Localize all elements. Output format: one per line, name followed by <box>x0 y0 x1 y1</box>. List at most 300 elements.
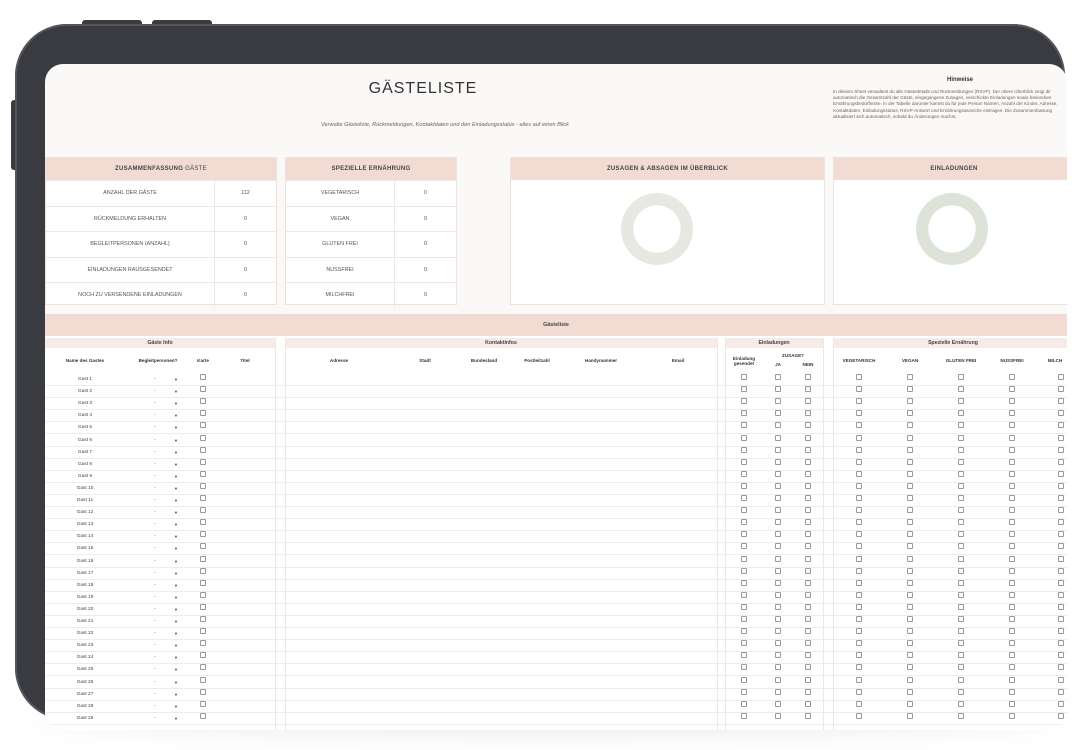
dropdown-arrow-icon[interactable]: ▼ <box>174 558 178 564</box>
invite-sent-checkbox[interactable] <box>738 422 750 434</box>
nut-free-checkbox[interactable] <box>1006 604 1018 616</box>
companions-value[interactable]: - <box>154 715 156 721</box>
invite-sent-checkbox[interactable] <box>738 519 750 531</box>
invite-sent-checkbox[interactable] <box>738 386 750 398</box>
guest-name[interactable]: Gast 13 <box>76 522 94 528</box>
card-checkbox[interactable] <box>197 519 209 531</box>
dairy-free-checkbox[interactable] <box>1055 713 1067 725</box>
card-checkbox[interactable] <box>197 435 209 447</box>
gluten-free-checkbox[interactable] <box>955 701 967 713</box>
gluten-free-checkbox[interactable] <box>955 422 967 434</box>
rsvp-no-checkbox[interactable] <box>802 374 814 386</box>
dairy-free-checkbox[interactable] <box>1055 531 1067 543</box>
companions-value[interactable]: - <box>154 498 156 503</box>
invite-sent-checkbox[interactable] <box>738 447 750 459</box>
card-checkbox[interactable] <box>197 422 209 434</box>
nut-free-checkbox[interactable] <box>1006 471 1018 483</box>
card-checkbox[interactable] <box>197 664 209 676</box>
companions-value[interactable]: - <box>154 594 156 600</box>
vegetarian-checkbox[interactable] <box>853 471 865 483</box>
gluten-free-checkbox[interactable] <box>955 471 967 483</box>
gluten-free-checkbox[interactable] <box>955 592 967 604</box>
rsvp-yes-checkbox[interactable] <box>772 447 784 459</box>
rsvp-no-checkbox[interactable] <box>802 398 814 410</box>
vegan-checkbox[interactable] <box>904 495 916 507</box>
gluten-free-checkbox[interactable] <box>955 713 967 725</box>
dropdown-arrow-icon[interactable]: ▼ <box>174 461 178 467</box>
nut-free-checkbox[interactable] <box>1006 556 1018 568</box>
companions-value[interactable]: - <box>154 485 156 491</box>
rsvp-no-checkbox[interactable] <box>802 471 814 483</box>
card-checkbox[interactable] <box>197 568 209 580</box>
rsvp-yes-checkbox[interactable] <box>772 374 784 386</box>
dropdown-arrow-icon[interactable]: ▼ <box>174 679 178 685</box>
nut-free-checkbox[interactable] <box>1006 519 1018 531</box>
rsvp-yes-checkbox[interactable] <box>772 628 784 640</box>
dropdown-arrow-icon[interactable]: ▼ <box>174 485 178 491</box>
dropdown-arrow-icon[interactable]: ▼ <box>174 594 178 600</box>
rsvp-yes-checkbox[interactable] <box>772 531 784 543</box>
card-checkbox[interactable] <box>197 531 209 543</box>
invite-sent-checkbox[interactable] <box>738 410 750 422</box>
invite-sent-checkbox[interactable] <box>738 531 750 543</box>
guest-name[interactable]: Gast 9 <box>77 473 93 479</box>
nut-free-checkbox[interactable] <box>1006 616 1018 628</box>
dropdown-arrow-icon[interactable]: ▼ <box>174 510 178 516</box>
companions-value[interactable]: - <box>154 437 156 443</box>
dairy-free-checkbox[interactable] <box>1055 447 1067 459</box>
gluten-free-checkbox[interactable] <box>955 568 967 580</box>
dropdown-arrow-icon[interactable]: ▼ <box>174 425 178 431</box>
vegan-checkbox[interactable] <box>904 386 916 398</box>
invite-sent-checkbox[interactable] <box>738 592 750 604</box>
dairy-free-checkbox[interactable] <box>1055 422 1067 434</box>
gluten-free-checkbox[interactable] <box>955 616 967 628</box>
gluten-free-checkbox[interactable] <box>955 543 967 555</box>
nut-free-checkbox[interactable] <box>1006 422 1018 434</box>
vegan-checkbox[interactable] <box>904 713 916 725</box>
guest-name[interactable]: Gast 6 <box>77 437 93 443</box>
rsvp-yes-checkbox[interactable] <box>772 398 784 410</box>
companions-value[interactable]: - <box>154 667 156 673</box>
companions-value[interactable]: - <box>154 703 156 709</box>
dairy-free-checkbox[interactable] <box>1055 459 1067 471</box>
rsvp-no-checkbox[interactable] <box>802 386 814 398</box>
dropdown-arrow-icon[interactable]: ▼ <box>174 703 178 709</box>
vegan-checkbox[interactable] <box>904 604 916 616</box>
guest-name[interactable]: Gast 16 <box>76 558 94 564</box>
rsvp-no-checkbox[interactable] <box>802 543 814 555</box>
companions-value[interactable]: - <box>154 570 156 576</box>
companions-value[interactable]: - <box>154 679 156 685</box>
rsvp-yes-checkbox[interactable] <box>772 616 784 628</box>
rsvp-yes-checkbox[interactable] <box>772 664 784 676</box>
companions-value[interactable]: - <box>154 401 156 407</box>
guest-name[interactable]: Gast 15 <box>76 546 94 552</box>
vegan-checkbox[interactable] <box>904 592 916 604</box>
invite-sent-checkbox[interactable] <box>738 652 750 664</box>
dropdown-arrow-icon[interactable]: ▼ <box>174 377 178 382</box>
vegetarian-checkbox[interactable] <box>853 628 865 640</box>
guest-name[interactable]: Gast 24 <box>76 655 94 661</box>
guest-name[interactable]: Gast 19 <box>76 594 94 600</box>
rsvp-no-checkbox[interactable] <box>802 652 814 664</box>
rsvp-no-checkbox[interactable] <box>802 519 814 531</box>
gluten-free-checkbox[interactable] <box>955 435 967 447</box>
nut-free-checkbox[interactable] <box>1006 677 1018 689</box>
companions-value[interactable]: - <box>154 534 156 540</box>
rsvp-yes-checkbox[interactable] <box>772 386 784 398</box>
vegetarian-checkbox[interactable] <box>853 410 865 422</box>
invite-sent-checkbox[interactable] <box>738 713 750 725</box>
guest-name[interactable]: Gast 5 <box>77 425 93 431</box>
gluten-free-checkbox[interactable] <box>955 386 967 398</box>
nut-free-checkbox[interactable] <box>1006 435 1018 447</box>
dairy-free-checkbox[interactable] <box>1055 701 1067 713</box>
companions-value[interactable]: - <box>154 389 156 395</box>
nut-free-checkbox[interactable] <box>1006 640 1018 652</box>
nut-free-checkbox[interactable] <box>1006 398 1018 410</box>
gluten-free-checkbox[interactable] <box>955 580 967 592</box>
rsvp-yes-checkbox[interactable] <box>772 422 784 434</box>
dropdown-arrow-icon[interactable]: ▼ <box>174 449 178 455</box>
nut-free-checkbox[interactable] <box>1006 374 1018 386</box>
rsvp-no-checkbox[interactable] <box>802 592 814 604</box>
dairy-free-checkbox[interactable] <box>1055 664 1067 676</box>
vegan-checkbox[interactable] <box>904 471 916 483</box>
dairy-free-checkbox[interactable] <box>1055 483 1067 495</box>
card-checkbox[interactable] <box>197 398 209 410</box>
companions-value[interactable]: - <box>154 413 156 419</box>
nut-free-checkbox[interactable] <box>1006 483 1018 495</box>
guest-name[interactable]: Gast 25 <box>76 667 94 673</box>
dairy-free-checkbox[interactable] <box>1055 652 1067 664</box>
nut-free-checkbox[interactable] <box>1006 543 1018 555</box>
vegan-checkbox[interactable] <box>904 459 916 471</box>
rsvp-no-checkbox[interactable] <box>802 483 814 495</box>
gluten-free-checkbox[interactable] <box>955 398 967 410</box>
card-checkbox[interactable] <box>197 701 209 713</box>
vegan-checkbox[interactable] <box>904 519 916 531</box>
gluten-free-checkbox[interactable] <box>955 677 967 689</box>
dairy-free-checkbox[interactable] <box>1055 604 1067 616</box>
card-checkbox[interactable] <box>197 713 209 725</box>
guest-name[interactable]: Gast 10 <box>76 485 94 491</box>
vegan-checkbox[interactable] <box>904 507 916 519</box>
vegetarian-checkbox[interactable] <box>853 507 865 519</box>
vegetarian-checkbox[interactable] <box>853 616 865 628</box>
companions-value[interactable]: - <box>154 582 156 588</box>
gluten-free-checkbox[interactable] <box>955 459 967 471</box>
nut-free-checkbox[interactable] <box>1006 713 1018 725</box>
card-checkbox[interactable] <box>197 592 209 604</box>
companions-value[interactable]: - <box>154 449 156 455</box>
invite-sent-checkbox[interactable] <box>738 604 750 616</box>
rsvp-no-checkbox[interactable] <box>802 616 814 628</box>
vegan-checkbox[interactable] <box>904 689 916 701</box>
nut-free-checkbox[interactable] <box>1006 410 1018 422</box>
vegan-checkbox[interactable] <box>904 640 916 652</box>
vegetarian-checkbox[interactable] <box>853 713 865 725</box>
gluten-free-checkbox[interactable] <box>955 652 967 664</box>
rsvp-no-checkbox[interactable] <box>802 495 814 507</box>
card-checkbox[interactable] <box>197 616 209 628</box>
dropdown-arrow-icon[interactable]: ▼ <box>174 473 178 479</box>
card-checkbox[interactable] <box>197 471 209 483</box>
companions-value[interactable]: - <box>154 522 156 528</box>
card-checkbox[interactable] <box>197 410 209 422</box>
nut-free-checkbox[interactable] <box>1006 592 1018 604</box>
nut-free-checkbox[interactable] <box>1006 652 1018 664</box>
gluten-free-checkbox[interactable] <box>955 447 967 459</box>
rsvp-yes-checkbox[interactable] <box>772 713 784 725</box>
invite-sent-checkbox[interactable] <box>738 580 750 592</box>
companions-value[interactable]: - <box>154 606 156 612</box>
dairy-free-checkbox[interactable] <box>1055 543 1067 555</box>
dropdown-arrow-icon[interactable]: ▼ <box>174 655 178 661</box>
dropdown-arrow-icon[interactable]: ▼ <box>174 413 178 419</box>
vegetarian-checkbox[interactable] <box>853 447 865 459</box>
vegetarian-checkbox[interactable] <box>853 580 865 592</box>
rsvp-no-checkbox[interactable] <box>802 459 814 471</box>
dairy-free-checkbox[interactable] <box>1055 580 1067 592</box>
nut-free-checkbox[interactable] <box>1006 495 1018 507</box>
gluten-free-checkbox[interactable] <box>955 374 967 386</box>
rsvp-no-checkbox[interactable] <box>802 568 814 580</box>
companions-value[interactable]: - <box>154 655 156 661</box>
rsvp-yes-checkbox[interactable] <box>772 435 784 447</box>
card-checkbox[interactable] <box>197 689 209 701</box>
vegetarian-checkbox[interactable] <box>853 592 865 604</box>
companions-value[interactable]: - <box>154 473 156 479</box>
invite-sent-checkbox[interactable] <box>738 471 750 483</box>
dropdown-arrow-icon[interactable]: ▼ <box>174 582 178 588</box>
gluten-free-checkbox[interactable] <box>955 664 967 676</box>
guest-name[interactable]: Gast 26 <box>76 679 94 685</box>
dairy-free-checkbox[interactable] <box>1055 519 1067 531</box>
vegan-checkbox[interactable] <box>904 628 916 640</box>
vegan-checkbox[interactable] <box>904 543 916 555</box>
nut-free-checkbox[interactable] <box>1006 580 1018 592</box>
vegan-checkbox[interactable] <box>904 447 916 459</box>
vegetarian-checkbox[interactable] <box>853 543 865 555</box>
guest-name[interactable]: Gast 12 <box>76 510 94 516</box>
dairy-free-checkbox[interactable] <box>1055 386 1067 398</box>
invite-sent-checkbox[interactable] <box>738 483 750 495</box>
companions-value[interactable]: - <box>154 558 156 564</box>
dropdown-arrow-icon[interactable]: ▼ <box>174 691 178 697</box>
rsvp-no-checkbox[interactable] <box>802 713 814 725</box>
rsvp-yes-checkbox[interactable] <box>772 652 784 664</box>
vegetarian-checkbox[interactable] <box>853 386 865 398</box>
rsvp-yes-checkbox[interactable] <box>772 580 784 592</box>
companions-value[interactable]: - <box>154 619 156 624</box>
dropdown-arrow-icon[interactable]: ▼ <box>174 546 178 552</box>
invite-sent-checkbox[interactable] <box>738 556 750 568</box>
invite-sent-checkbox[interactable] <box>738 374 750 386</box>
vegan-checkbox[interactable] <box>904 664 916 676</box>
dairy-free-checkbox[interactable] <box>1055 374 1067 386</box>
guest-name[interactable]: Gast 7 <box>77 449 93 455</box>
vegetarian-checkbox[interactable] <box>853 435 865 447</box>
dairy-free-checkbox[interactable] <box>1055 689 1067 701</box>
vegan-checkbox[interactable] <box>904 410 916 422</box>
card-checkbox[interactable] <box>197 652 209 664</box>
vegan-checkbox[interactable] <box>904 568 916 580</box>
vegan-checkbox[interactable] <box>904 677 916 689</box>
rsvp-no-checkbox[interactable] <box>802 701 814 713</box>
card-checkbox[interactable] <box>197 628 209 640</box>
rsvp-yes-checkbox[interactable] <box>772 495 784 507</box>
guest-name[interactable]: Gast 27 <box>76 691 94 697</box>
guest-name[interactable]: Gast 2 <box>77 389 93 395</box>
dairy-free-checkbox[interactable] <box>1055 410 1067 422</box>
dairy-free-checkbox[interactable] <box>1055 628 1067 640</box>
gluten-free-checkbox[interactable] <box>955 495 967 507</box>
vegan-checkbox[interactable] <box>904 398 916 410</box>
nut-free-checkbox[interactable] <box>1006 701 1018 713</box>
guest-name[interactable]: Gast 4 <box>77 413 93 419</box>
vegan-checkbox[interactable] <box>904 556 916 568</box>
dropdown-arrow-icon[interactable]: ▼ <box>174 643 178 649</box>
rsvp-no-checkbox[interactable] <box>802 664 814 676</box>
rsvp-yes-checkbox[interactable] <box>772 592 784 604</box>
vegetarian-checkbox[interactable] <box>853 459 865 471</box>
companions-value[interactable]: - <box>154 377 156 382</box>
rsvp-no-checkbox[interactable] <box>802 677 814 689</box>
card-checkbox[interactable] <box>197 386 209 398</box>
vegan-checkbox[interactable] <box>904 374 916 386</box>
rsvp-no-checkbox[interactable] <box>802 435 814 447</box>
invite-sent-checkbox[interactable] <box>738 543 750 555</box>
vegetarian-checkbox[interactable] <box>853 701 865 713</box>
guest-name[interactable]: Gast 22 <box>76 631 94 637</box>
vegan-checkbox[interactable] <box>904 531 916 543</box>
companions-value[interactable]: - <box>154 643 156 649</box>
rsvp-no-checkbox[interactable] <box>802 604 814 616</box>
vegan-checkbox[interactable] <box>904 652 916 664</box>
invite-sent-checkbox[interactable] <box>738 507 750 519</box>
rsvp-yes-checkbox[interactable] <box>772 483 784 495</box>
gluten-free-checkbox[interactable] <box>955 483 967 495</box>
card-checkbox[interactable] <box>197 604 209 616</box>
guest-name[interactable]: Gast 8 <box>77 461 93 467</box>
dairy-free-checkbox[interactable] <box>1055 398 1067 410</box>
vegetarian-checkbox[interactable] <box>853 677 865 689</box>
dropdown-arrow-icon[interactable]: ▼ <box>174 631 178 637</box>
guest-name[interactable]: Gast 14 <box>76 534 94 540</box>
rsvp-yes-checkbox[interactable] <box>772 459 784 471</box>
invite-sent-checkbox[interactable] <box>738 616 750 628</box>
dropdown-arrow-icon[interactable]: ▼ <box>174 401 178 407</box>
rsvp-no-checkbox[interactable] <box>802 689 814 701</box>
companions-value[interactable]: - <box>154 425 156 431</box>
dropdown-arrow-icon[interactable]: ▼ <box>174 570 178 576</box>
dropdown-arrow-icon[interactable]: ▼ <box>174 667 178 673</box>
dairy-free-checkbox[interactable] <box>1055 568 1067 580</box>
rsvp-no-checkbox[interactable] <box>802 447 814 459</box>
card-checkbox[interactable] <box>197 580 209 592</box>
rsvp-yes-checkbox[interactable] <box>772 543 784 555</box>
dropdown-arrow-icon[interactable]: ▼ <box>174 389 178 395</box>
dairy-free-checkbox[interactable] <box>1055 592 1067 604</box>
invite-sent-checkbox[interactable] <box>738 689 750 701</box>
vegan-checkbox[interactable] <box>904 483 916 495</box>
dropdown-arrow-icon[interactable]: ▼ <box>174 534 178 540</box>
rsvp-yes-checkbox[interactable] <box>772 471 784 483</box>
card-checkbox[interactable] <box>197 495 209 507</box>
vegan-checkbox[interactable] <box>904 701 916 713</box>
nut-free-checkbox[interactable] <box>1006 628 1018 640</box>
dropdown-arrow-icon[interactable]: ▼ <box>174 498 178 503</box>
vegan-checkbox[interactable] <box>904 616 916 628</box>
vegetarian-checkbox[interactable] <box>853 374 865 386</box>
vegetarian-checkbox[interactable] <box>853 398 865 410</box>
dropdown-arrow-icon[interactable]: ▼ <box>174 522 178 528</box>
vegetarian-checkbox[interactable] <box>853 664 865 676</box>
card-checkbox[interactable] <box>197 459 209 471</box>
guest-name[interactable]: Gast 23 <box>76 643 94 649</box>
vegetarian-checkbox[interactable] <box>853 604 865 616</box>
rsvp-yes-checkbox[interactable] <box>772 568 784 580</box>
dropdown-arrow-icon[interactable]: ▼ <box>174 437 178 443</box>
card-checkbox[interactable] <box>197 640 209 652</box>
gluten-free-checkbox[interactable] <box>955 507 967 519</box>
invite-sent-checkbox[interactable] <box>738 701 750 713</box>
invite-sent-checkbox[interactable] <box>738 664 750 676</box>
card-checkbox[interactable] <box>197 483 209 495</box>
nut-free-checkbox[interactable] <box>1006 507 1018 519</box>
guest-name[interactable]: Gast 21 <box>76 619 94 624</box>
companions-value[interactable]: - <box>154 631 156 637</box>
nut-free-checkbox[interactable] <box>1006 664 1018 676</box>
guest-name[interactable]: Gast 3 <box>77 401 93 407</box>
rsvp-yes-checkbox[interactable] <box>772 701 784 713</box>
rsvp-no-checkbox[interactable] <box>802 422 814 434</box>
rsvp-no-checkbox[interactable] <box>802 507 814 519</box>
vegan-checkbox[interactable] <box>904 422 916 434</box>
gluten-free-checkbox[interactable] <box>955 628 967 640</box>
rsvp-no-checkbox[interactable] <box>802 531 814 543</box>
vegetarian-checkbox[interactable] <box>853 568 865 580</box>
vegan-checkbox[interactable] <box>904 435 916 447</box>
invite-sent-checkbox[interactable] <box>738 435 750 447</box>
vegetarian-checkbox[interactable] <box>853 640 865 652</box>
vegetarian-checkbox[interactable] <box>853 422 865 434</box>
rsvp-no-checkbox[interactable] <box>802 556 814 568</box>
guest-name[interactable]: Gast 11 <box>76 498 94 503</box>
rsvp-yes-checkbox[interactable] <box>772 507 784 519</box>
nut-free-checkbox[interactable] <box>1006 459 1018 471</box>
card-checkbox[interactable] <box>197 507 209 519</box>
vegetarian-checkbox[interactable] <box>853 495 865 507</box>
rsvp-no-checkbox[interactable] <box>802 640 814 652</box>
dropdown-arrow-icon[interactable]: ▼ <box>174 715 178 721</box>
guest-name[interactable]: Gast 1 <box>77 377 93 382</box>
vegetarian-checkbox[interactable] <box>853 652 865 664</box>
guest-name[interactable]: Gast 28 <box>76 703 94 709</box>
guest-name[interactable]: Gast 20 <box>76 606 94 612</box>
gluten-free-checkbox[interactable] <box>955 604 967 616</box>
dairy-free-checkbox[interactable] <box>1055 556 1067 568</box>
nut-free-checkbox[interactable] <box>1006 568 1018 580</box>
companions-value[interactable]: - <box>154 546 156 552</box>
dairy-free-checkbox[interactable] <box>1055 435 1067 447</box>
gluten-free-checkbox[interactable] <box>955 410 967 422</box>
nut-free-checkbox[interactable] <box>1006 531 1018 543</box>
vegan-checkbox[interactable] <box>904 580 916 592</box>
rsvp-yes-checkbox[interactable] <box>772 519 784 531</box>
